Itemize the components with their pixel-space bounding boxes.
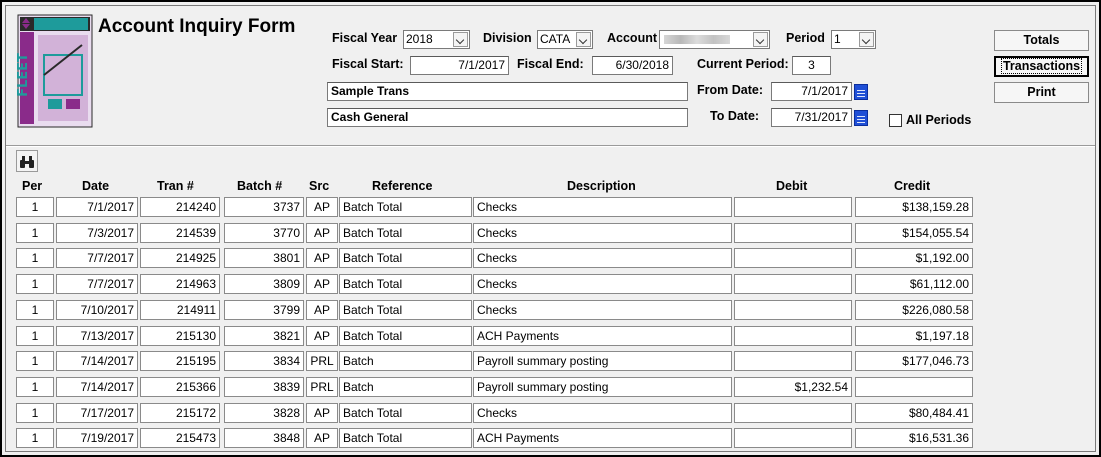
cell-description[interactable]: ACH Payments (473, 326, 732, 346)
cell-description[interactable]: Checks (473, 197, 732, 217)
cell-date[interactable]: 7/3/2017 (56, 223, 138, 243)
cell-description[interactable]: ACH Payments (473, 428, 732, 448)
cell-tran[interactable]: 214925 (140, 248, 220, 268)
cell-tran[interactable]: 214240 (140, 197, 220, 217)
table-row[interactable] (6, 403, 1095, 425)
cell-per[interactable]: 1 (16, 326, 54, 346)
cell-tran[interactable]: 214539 (140, 223, 220, 243)
cell-debit[interactable] (734, 300, 852, 320)
cell-reference[interactable]: Batch Total (339, 326, 472, 346)
division-value: CATA (540, 32, 571, 46)
to-date-field[interactable]: 7/31/2017 (771, 108, 852, 127)
cell-batch[interactable]: 3809 (224, 274, 304, 294)
calendar-icon[interactable] (854, 110, 868, 126)
division-label: Division (483, 31, 532, 45)
binoculars-icon (19, 155, 35, 169)
cell-date[interactable]: 7/10/2017 (56, 300, 138, 320)
cell-per[interactable]: 1 (16, 428, 54, 448)
chevron-down-icon[interactable] (453, 32, 468, 47)
cell-batch[interactable]: 3848 (224, 428, 304, 448)
account-value-redacted (664, 35, 730, 44)
cell-src[interactable]: AP (306, 403, 338, 423)
cell-debit[interactable] (734, 223, 852, 243)
cell-per[interactable]: 1 (16, 377, 54, 397)
cell-batch[interactable]: 3828 (224, 403, 304, 423)
cell-reference[interactable]: Batch Total (339, 428, 472, 448)
from-date-field[interactable]: 7/1/2017 (771, 82, 852, 101)
cell-description[interactable]: Payroll summary posting (473, 377, 732, 397)
cell-description[interactable]: Checks (473, 248, 732, 268)
cell-description[interactable]: Checks (473, 403, 732, 423)
col-header-debit: Debit (776, 179, 808, 193)
cell-date[interactable]: 7/7/2017 (56, 248, 138, 268)
fiscal-start-field[interactable]: 7/1/2017 (410, 56, 509, 75)
cell-debit[interactable]: $1,232.54 (734, 377, 852, 397)
cell-reference[interactable]: Batch Total (339, 300, 472, 320)
cell-batch[interactable]: 3839 (224, 377, 304, 397)
fiscal-year-select[interactable] (403, 30, 470, 49)
print-button-label: Print (1027, 85, 1056, 99)
current-period-label: Current Period: (697, 57, 789, 71)
cell-date[interactable]: 7/17/2017 (56, 403, 138, 423)
cell-tran[interactable]: 215172 (140, 403, 220, 423)
cell-src[interactable]: PRL (306, 377, 338, 397)
to-date-label: To Date: (710, 109, 760, 123)
cell-per[interactable]: 1 (16, 197, 54, 217)
table-row[interactable] (6, 197, 1095, 219)
col-header-credit: Credit (894, 179, 931, 193)
cell-batch[interactable]: 3799 (224, 300, 304, 320)
period-value: 1 (834, 32, 841, 46)
current-period-field[interactable]: 3 (792, 56, 831, 75)
col-header-date: Date (82, 179, 110, 193)
cell-src[interactable]: AP (306, 197, 338, 217)
all-periods-label: All Periods (906, 113, 972, 127)
cell-date[interactable]: 7/19/2017 (56, 428, 138, 448)
fiscal-start-label: Fiscal Start: (332, 57, 404, 71)
cell-debit[interactable] (734, 248, 852, 268)
account-label: Account (607, 31, 657, 45)
cell-tran[interactable]: 214963 (140, 274, 220, 294)
period-label: Period (786, 31, 825, 45)
cell-debit[interactable] (734, 197, 852, 217)
fiscal-year-value: 2018 (406, 32, 433, 46)
cell-batch[interactable]: 3770 (224, 223, 304, 243)
cell-credit[interactable]: $1,197.18 (855, 326, 973, 346)
chevron-down-icon[interactable] (576, 32, 591, 47)
page-title: Account Inquiry Form (98, 16, 296, 37)
table-row[interactable] (6, 274, 1095, 296)
cell-credit[interactable]: $80,484.41 (855, 403, 973, 423)
account-group-field[interactable]: Cash General (327, 108, 688, 127)
cell-batch[interactable]: 3801 (224, 248, 304, 268)
table-row[interactable] (6, 377, 1095, 399)
cell-date[interactable]: 7/14/2017 (56, 377, 138, 397)
cell-credit[interactable]: $61,112.00 (855, 274, 973, 294)
cell-batch[interactable]: 3821 (224, 326, 304, 346)
chevron-down-icon[interactable] (753, 32, 768, 47)
all-periods-checkbox[interactable] (889, 114, 902, 127)
cell-credit[interactable]: $1,192.00 (855, 248, 973, 268)
cell-debit[interactable] (734, 274, 852, 294)
cell-src[interactable]: PRL (306, 351, 338, 371)
cell-debit[interactable] (734, 326, 852, 346)
from-date-label: From Date: (697, 83, 763, 97)
fiscal-year-label: Fiscal Year (332, 31, 398, 45)
col-header-reference: Reference (372, 179, 433, 193)
col-header-batch: Batch # (237, 179, 283, 193)
totals-button-label: Totals (1023, 33, 1060, 47)
fleetnet-logo (18, 15, 92, 127)
cell-reference[interactable]: Batch (339, 351, 472, 371)
cell-reference[interactable]: Batch (339, 377, 472, 397)
fiscal-end-label: Fiscal End: (517, 57, 584, 71)
cell-src[interactable]: AP (306, 223, 338, 243)
account-select[interactable] (659, 30, 770, 49)
cell-tran[interactable]: 215366 (140, 377, 220, 397)
cell-tran[interactable]: 215130 (140, 326, 220, 346)
col-header-description: Description (567, 179, 636, 193)
cell-description[interactable]: Checks (473, 274, 732, 294)
cell-src[interactable]: AP (306, 428, 338, 448)
cell-per[interactable]: 1 (16, 300, 54, 320)
cell-credit[interactable]: $16,531.36 (855, 428, 973, 448)
cell-src[interactable]: AP (306, 248, 338, 268)
cell-per[interactable]: 1 (16, 403, 54, 423)
print-button[interactable] (994, 82, 1089, 103)
find-button[interactable] (16, 150, 38, 172)
cell-credit[interactable] (855, 377, 973, 397)
cell-credit[interactable]: $226,080.58 (855, 300, 973, 320)
table-row[interactable] (6, 326, 1095, 348)
cell-reference[interactable]: Batch Total (339, 248, 472, 268)
fiscal-end-field[interactable]: 6/30/2018 (592, 56, 673, 75)
cell-src[interactable]: AP (306, 300, 338, 320)
cell-per[interactable]: 1 (16, 274, 54, 294)
cell-batch[interactable]: 3737 (224, 197, 304, 217)
chevron-down-icon[interactable] (859, 32, 874, 47)
cell-date[interactable]: 7/7/2017 (56, 274, 138, 294)
cell-per[interactable]: 1 (16, 351, 54, 371)
period-select[interactable] (831, 30, 876, 49)
col-header-per: Per (22, 179, 43, 193)
cell-tran[interactable]: 215195 (140, 351, 220, 371)
col-header-src: Src (309, 179, 330, 193)
cell-credit[interactable]: $177,046.73 (855, 351, 973, 371)
cell-date[interactable]: 7/1/2017 (56, 197, 138, 217)
cell-reference[interactable]: Batch Total (339, 197, 472, 217)
svg-text:FLEET: FLEET (16, 53, 31, 97)
cell-description[interactable]: Checks (473, 300, 732, 320)
cell-reference[interactable]: Batch Total (339, 223, 472, 243)
table-row[interactable] (6, 223, 1095, 245)
table-row[interactable] (6, 351, 1095, 373)
cell-credit[interactable]: $154,055.54 (855, 223, 973, 243)
cell-per[interactable]: 1 (16, 223, 54, 243)
cell-reference[interactable]: Batch Total (339, 274, 472, 294)
cell-reference[interactable]: Batch Total (339, 403, 472, 423)
table-row[interactable] (6, 428, 1095, 450)
col-header-tran: Tran # (157, 179, 194, 193)
cell-debit[interactable] (734, 403, 852, 423)
cell-description[interactable]: Payroll summary posting (473, 351, 732, 371)
transactions-button-label: Transactions (1002, 59, 1081, 73)
cell-date[interactable]: 7/13/2017 (56, 326, 138, 346)
cell-src[interactable]: AP (306, 274, 338, 294)
cell-description[interactable]: Checks (473, 223, 732, 243)
table-row[interactable] (6, 300, 1095, 322)
cell-credit[interactable]: $138,159.28 (855, 197, 973, 217)
division-select[interactable] (537, 30, 593, 49)
account-name-field[interactable]: Sample Trans (327, 82, 688, 101)
cell-date[interactable]: 7/14/2017 (56, 351, 138, 371)
cell-debit[interactable] (734, 351, 852, 371)
cell-debit[interactable] (734, 428, 852, 448)
cell-src[interactable]: AP (306, 326, 338, 346)
transactions-button[interactable] (994, 56, 1089, 77)
calendar-icon[interactable] (854, 84, 868, 100)
totals-button[interactable] (994, 30, 1089, 51)
cell-per[interactable]: 1 (16, 248, 54, 268)
cell-tran[interactable]: 215473 (140, 428, 220, 448)
cell-tran[interactable]: 214911 (140, 300, 220, 320)
section-divider (6, 145, 1095, 147)
cell-batch[interactable]: 3834 (224, 351, 304, 371)
form-body (5, 5, 1096, 452)
table-row[interactable] (6, 248, 1095, 270)
